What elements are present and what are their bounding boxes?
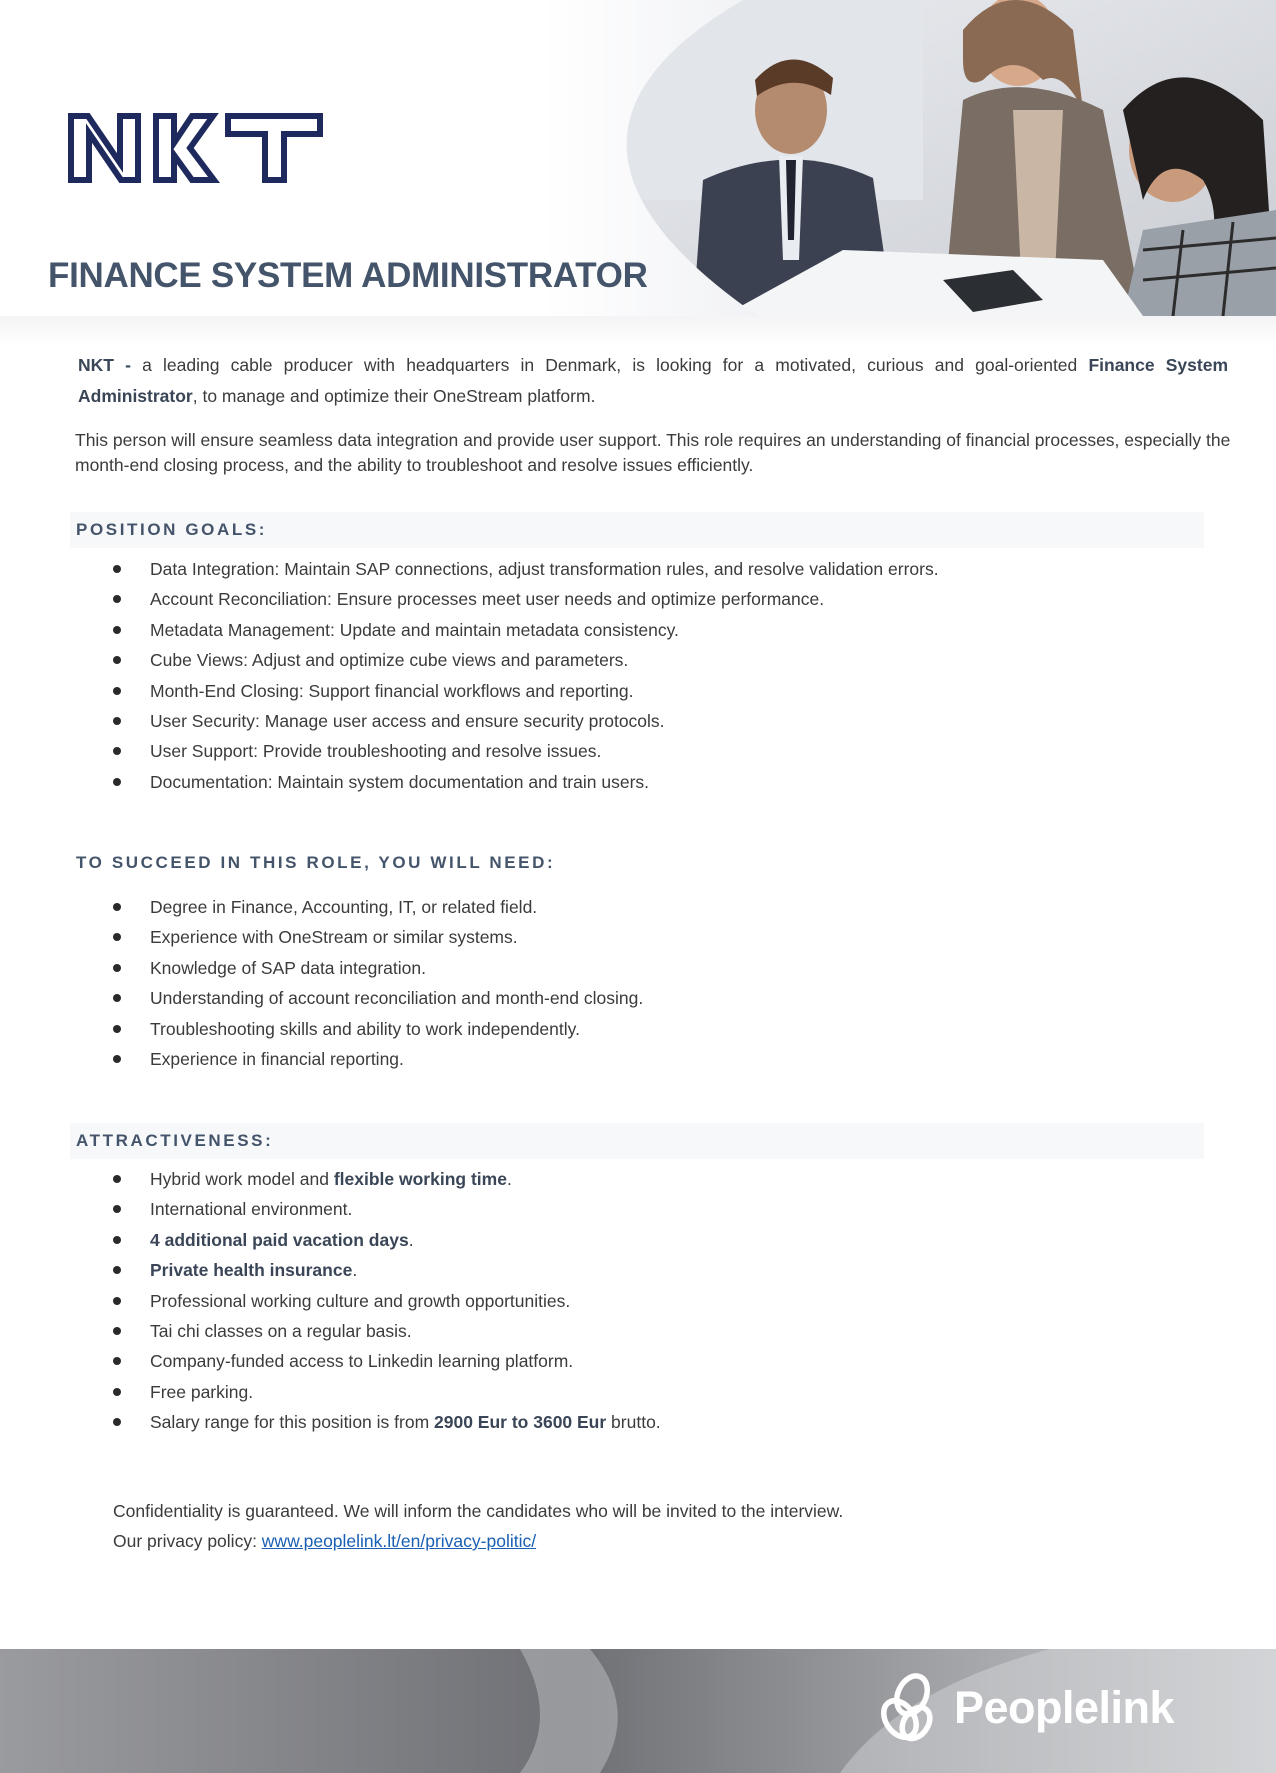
list-item-text: Experience in financial reporting. bbox=[150, 1048, 404, 1069]
list-item-text: Understanding of account reconciliation and month-end closing. bbox=[150, 988, 644, 1009]
section-heading-goals: POSITION GOALS: bbox=[70, 512, 1204, 548]
list-item bbox=[110, 1164, 661, 1194]
list-item-highlight: 4 additional paid vacation days bbox=[150, 1229, 409, 1250]
list-item bbox=[110, 554, 939, 584]
list-item-text: Documentation: Maintain system documentation and train users. bbox=[150, 771, 650, 792]
list-item-text: Data Integration: Maintain SAP connections, adjust transformation rules, and resolve validation errors. bbox=[150, 559, 939, 579]
bullet-icon bbox=[113, 778, 121, 786]
list-item-text: brutto. bbox=[606, 1412, 661, 1433]
footer-banner bbox=[0, 1649, 1276, 1773]
section-heading-needs: TO SUCCEED IN THIS ROLE, YOU WILL NEED: bbox=[76, 853, 556, 872]
privacy-policy-link[interactable]: www.peoplelink.lt/en/privacy-politic/ bbox=[261, 1531, 537, 1551]
list-item bbox=[110, 706, 939, 736]
needs-list bbox=[110, 892, 643, 1074]
list-item-text: Metadata Management: Update and maintain metadata consistency. bbox=[150, 619, 679, 640]
bullet-icon bbox=[113, 747, 121, 755]
list-item bbox=[110, 676, 939, 706]
company-name: NKT - bbox=[78, 355, 131, 375]
intro-text-2: , to manage and optimize their OneStream platform. bbox=[192, 386, 596, 406]
bullet-icon bbox=[113, 565, 121, 573]
list-item-text: User Security: Manage user access and ensure security protocols. bbox=[150, 710, 665, 731]
list-item-text: Hybrid work model and bbox=[150, 1169, 334, 1189]
list-item bbox=[110, 736, 939, 766]
bullet-icon bbox=[113, 1025, 121, 1033]
list-item bbox=[110, 615, 939, 645]
list-item bbox=[110, 892, 643, 922]
peoplelink-logo-icon bbox=[872, 1671, 938, 1745]
bullet-icon bbox=[113, 656, 121, 664]
bullet-icon bbox=[113, 717, 121, 725]
list-item-text: Degree in Finance, Accounting, IT, or related field. bbox=[150, 897, 538, 917]
bullet-icon bbox=[113, 687, 121, 695]
list-item-text: Experience with OneStream or similar systems. bbox=[150, 927, 518, 948]
intro-text-1: a leading cable producer with headquarters in Denmark, is looking for a motivated, curious and goal-oriented bbox=[130, 355, 1089, 375]
list-item bbox=[110, 584, 939, 614]
bullet-icon bbox=[113, 964, 121, 972]
list-item-text: Tai chi classes on a regular basis. bbox=[150, 1320, 412, 1341]
list-item bbox=[110, 1255, 661, 1285]
list-item-text: Cube Views: Adjust and optimize cube views and parameters. bbox=[150, 650, 629, 671]
attractiveness-list bbox=[110, 1164, 661, 1438]
list-item-text: Month-End Closing: Support financial workflows and reporting. bbox=[150, 680, 634, 701]
bullet-icon bbox=[113, 1236, 121, 1244]
list-item bbox=[110, 1286, 661, 1316]
bullet-icon bbox=[113, 626, 121, 634]
nkt-logo bbox=[68, 113, 324, 188]
bullet-icon bbox=[113, 1297, 121, 1305]
list-item bbox=[110, 1225, 661, 1255]
list-item bbox=[110, 1014, 643, 1044]
bullet-icon bbox=[113, 1418, 121, 1426]
bullet-icon bbox=[113, 903, 121, 911]
bullet-icon bbox=[113, 595, 121, 603]
bullet-icon bbox=[113, 1357, 121, 1365]
summary-paragraph: This person will ensure seamless data integration and provide user support. This role requires an understanding of financial processes, especially the month-end closing process, and the ability to troubleshoot and resolve issues efficiently. bbox=[75, 430, 1231, 475]
bullet-icon bbox=[113, 1388, 121, 1396]
list-item-text: Professional working culture and growth opportunities. bbox=[150, 1290, 571, 1311]
confidentiality-note bbox=[113, 1496, 843, 1556]
list-item-text: Knowledge of SAP data integration. bbox=[150, 957, 426, 978]
list-item-text: Company-funded access to Linkedin learning platform. bbox=[150, 1351, 574, 1372]
bullet-icon bbox=[113, 994, 121, 1002]
list-item-text: Free parking. bbox=[150, 1381, 254, 1402]
list-item-text: Account Reconciliation: Ensure processes meet user needs and optimize performance. bbox=[150, 589, 825, 610]
list-item-text: User Support: Provide troubleshooting and resolve issues. bbox=[150, 741, 602, 762]
list-item bbox=[110, 1194, 661, 1224]
list-item bbox=[110, 645, 939, 675]
bullet-icon bbox=[113, 1205, 121, 1213]
list-item bbox=[110, 922, 643, 952]
list-item-highlight: 2900 Eur to 3600 Eur bbox=[434, 1412, 607, 1433]
list-item-highlight: Private health insurance bbox=[150, 1260, 353, 1281]
list-item bbox=[110, 983, 643, 1013]
bullet-icon bbox=[113, 1175, 121, 1183]
goals-list bbox=[110, 554, 939, 797]
header-photo bbox=[543, 0, 1276, 316]
list-item bbox=[110, 767, 939, 797]
confidentiality-text: Confidentiality is guaranteed. We will inform the candidates who will be invited to the interview. bbox=[113, 1501, 844, 1521]
peoplelink-brand bbox=[872, 1671, 1174, 1745]
nkt-logo-icon bbox=[68, 113, 324, 183]
list-item-text: Troubleshooting skills and ability to work independently. bbox=[150, 1018, 580, 1039]
bullet-icon bbox=[113, 1055, 121, 1063]
list-item bbox=[110, 1377, 661, 1407]
peoplelink-wordmark: Peoplelink bbox=[954, 1682, 1175, 1733]
page-title: FINANCE SYSTEM ADMINISTRATOR bbox=[48, 256, 648, 295]
list-item bbox=[110, 953, 643, 983]
section-heading-attractiveness: ATTRACTIVENESS: bbox=[70, 1123, 1204, 1159]
bullet-icon bbox=[113, 933, 121, 941]
list-item bbox=[110, 1044, 643, 1074]
title-divider bbox=[0, 316, 1276, 346]
role-name: Finance System Administrator bbox=[78, 355, 1229, 406]
privacy-line bbox=[113, 1526, 843, 1556]
intro-paragraph bbox=[78, 350, 1228, 412]
list-item-highlight: flexible working time bbox=[333, 1169, 507, 1189]
list-item-text: Salary range for this position is from bbox=[150, 1412, 435, 1433]
bullet-icon bbox=[113, 1266, 121, 1274]
office-team-illustration bbox=[543, 0, 1276, 316]
list-item-text: . bbox=[352, 1260, 358, 1281]
bullet-icon bbox=[113, 1327, 121, 1335]
list-item-text: International environment. bbox=[150, 1199, 353, 1220]
list-item-text: . bbox=[408, 1229, 414, 1250]
list-item-text: . bbox=[506, 1169, 512, 1189]
privacy-label: Our privacy policy: bbox=[113, 1531, 262, 1551]
list-item bbox=[110, 1407, 661, 1437]
list-item bbox=[110, 1316, 661, 1346]
list-item bbox=[110, 1346, 661, 1376]
